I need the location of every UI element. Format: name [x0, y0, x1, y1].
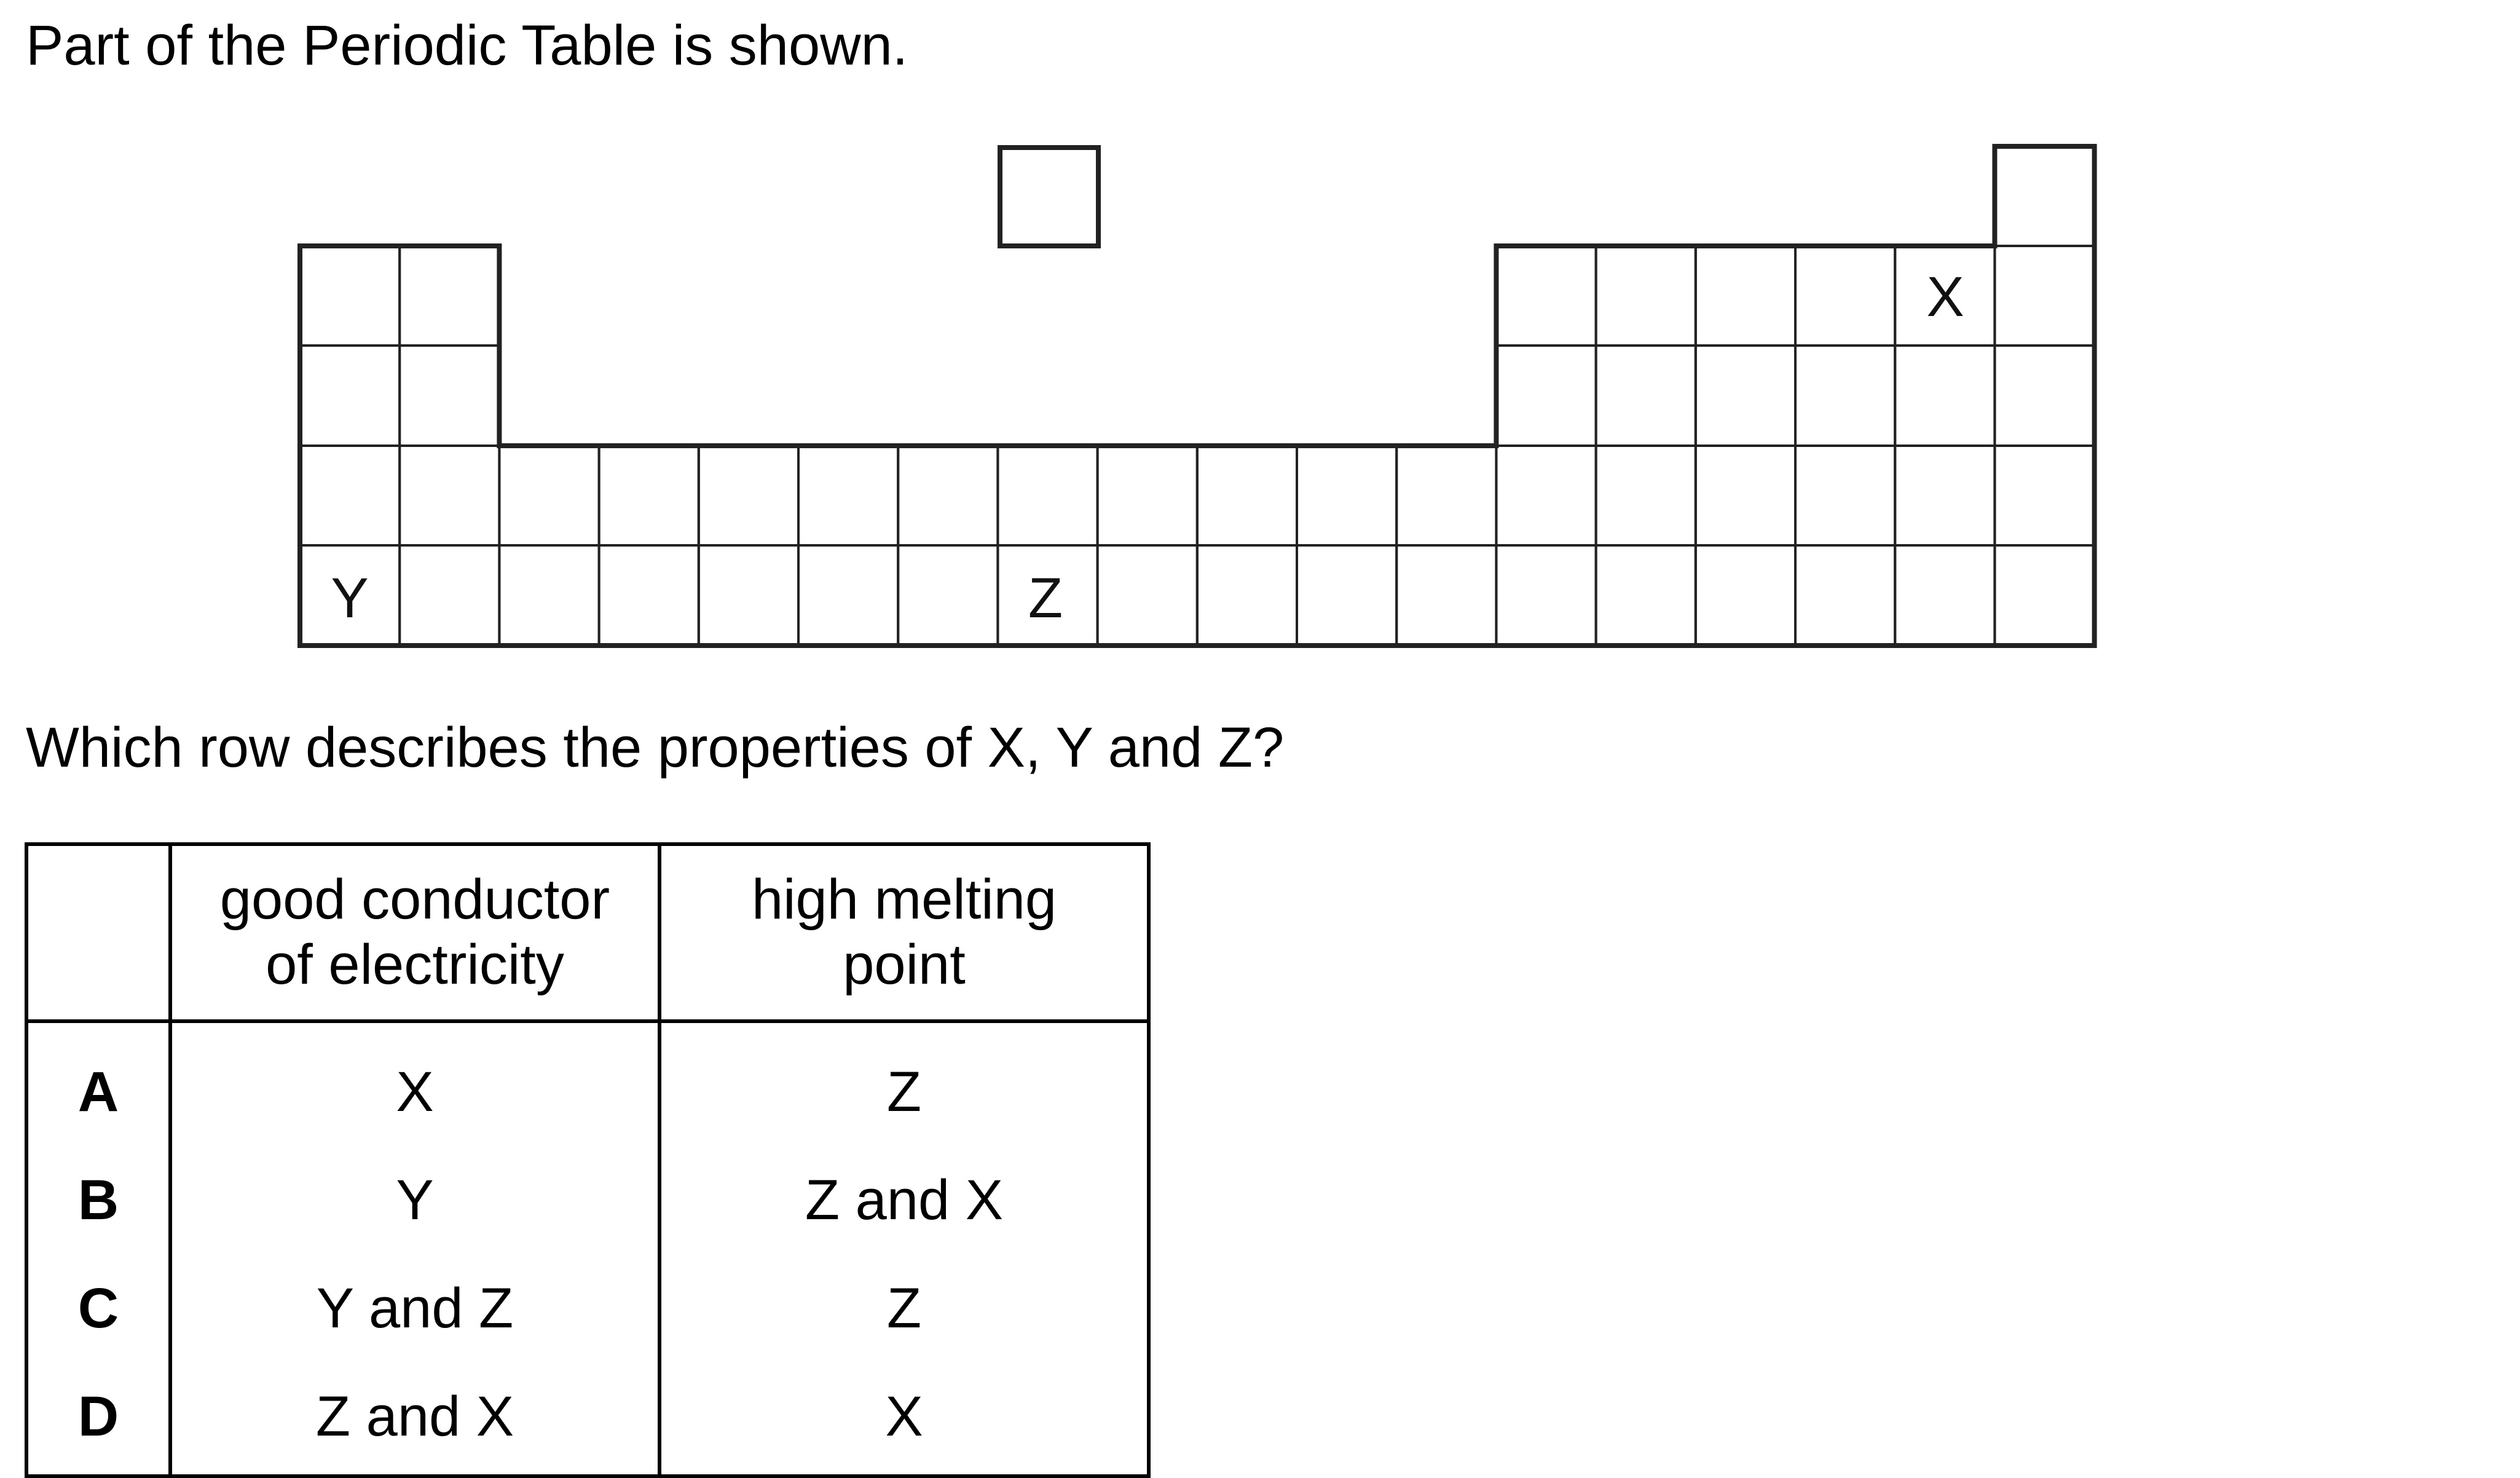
table-row	[26, 1021, 1149, 1146]
element-cell	[1696, 246, 1795, 346]
element-cell	[1696, 545, 1795, 646]
table-row	[26, 1254, 1149, 1362]
element-cell	[1098, 446, 1197, 545]
element-cell	[400, 346, 499, 446]
element-cell	[1596, 446, 1696, 545]
element-cell	[1496, 246, 1596, 346]
element-cell	[499, 446, 599, 545]
periodic-table-cells	[300, 146, 2095, 646]
option-letter: B	[26, 1146, 170, 1254]
element-cell	[798, 446, 898, 545]
element-cell	[1396, 446, 1496, 545]
header-conductor-line2: of electricity	[266, 933, 564, 996]
question-text: Which row describes the properties of X, Y and Z?	[26, 716, 1285, 779]
element-cell	[1795, 545, 1895, 646]
element-cell	[1994, 246, 2094, 346]
header-option-cell	[26, 844, 170, 1021]
element-cell	[1596, 545, 1696, 646]
element-cell	[1795, 346, 1895, 446]
element-cell	[599, 446, 699, 545]
header-conductor	[170, 844, 660, 1021]
element-cell	[1596, 346, 1696, 446]
conductor-cell: Y and Z	[170, 1254, 660, 1362]
element-cell	[1795, 246, 1895, 346]
element-cell	[1795, 446, 1895, 545]
intro-text: Part of the Periodic Table is shown.	[26, 14, 908, 77]
table-row	[26, 1362, 1149, 1476]
options-table	[25, 842, 1151, 1478]
element-cell	[998, 446, 1097, 545]
element-cell	[300, 446, 400, 545]
melting-cell: Z	[660, 1021, 1149, 1146]
element-z-label: Z	[1028, 567, 1063, 630]
element-cell	[1197, 545, 1297, 646]
element-cell	[1994, 545, 2094, 646]
conductor-cell: X	[170, 1021, 660, 1146]
element-cell	[798, 545, 898, 646]
element-cell	[1197, 446, 1297, 545]
element-cell	[1496, 545, 1596, 646]
element-y-label: Y	[331, 567, 369, 630]
element-cell	[300, 346, 400, 446]
element-cell	[1895, 346, 1994, 446]
conductor-cell: Y	[170, 1146, 660, 1254]
element-cell	[898, 446, 998, 545]
header-melting-line2: point	[843, 933, 966, 996]
conductor-cell: Z and X	[170, 1362, 660, 1476]
melting-cell: X	[660, 1362, 1149, 1476]
element-cell	[400, 246, 499, 346]
element-cell	[400, 446, 499, 545]
element-cell	[1696, 346, 1795, 446]
helium-cell	[1994, 146, 2094, 246]
element-cell	[1895, 545, 1994, 646]
element-cell	[1297, 545, 1396, 646]
element-cell	[699, 446, 798, 545]
element-cell	[300, 246, 400, 346]
periodic-table-diagram	[0, 0, 2520, 676]
header-melting-line1: high melting	[751, 868, 1057, 931]
option-letter: C	[26, 1254, 170, 1362]
hydrogen-cell	[1000, 148, 1098, 246]
header-melting-point	[660, 844, 1149, 1021]
element-cell	[1297, 446, 1396, 545]
option-letter: D	[26, 1362, 170, 1476]
element-cell	[1496, 446, 1596, 545]
element-cell	[1895, 446, 1994, 545]
option-letter: A	[26, 1021, 170, 1146]
element-cell	[898, 545, 998, 646]
melting-cell: Z	[660, 1254, 1149, 1362]
element-cell	[1994, 346, 2094, 446]
element-cell	[1396, 545, 1496, 646]
element-cell	[599, 545, 699, 646]
element-cell	[1994, 446, 2094, 545]
element-cell	[1496, 346, 1596, 446]
element-cell	[499, 545, 599, 646]
table-header-row	[26, 844, 1149, 1021]
element-cell	[699, 545, 798, 646]
element-cell	[1596, 246, 1696, 346]
header-conductor-line1: good conductor	[219, 868, 610, 931]
melting-cell: Z and X	[660, 1146, 1149, 1254]
element-cell	[1098, 545, 1197, 646]
element-x-label: X	[1926, 266, 1964, 328]
element-cell	[1696, 446, 1795, 545]
table-row	[26, 1146, 1149, 1254]
element-cell	[400, 545, 499, 646]
